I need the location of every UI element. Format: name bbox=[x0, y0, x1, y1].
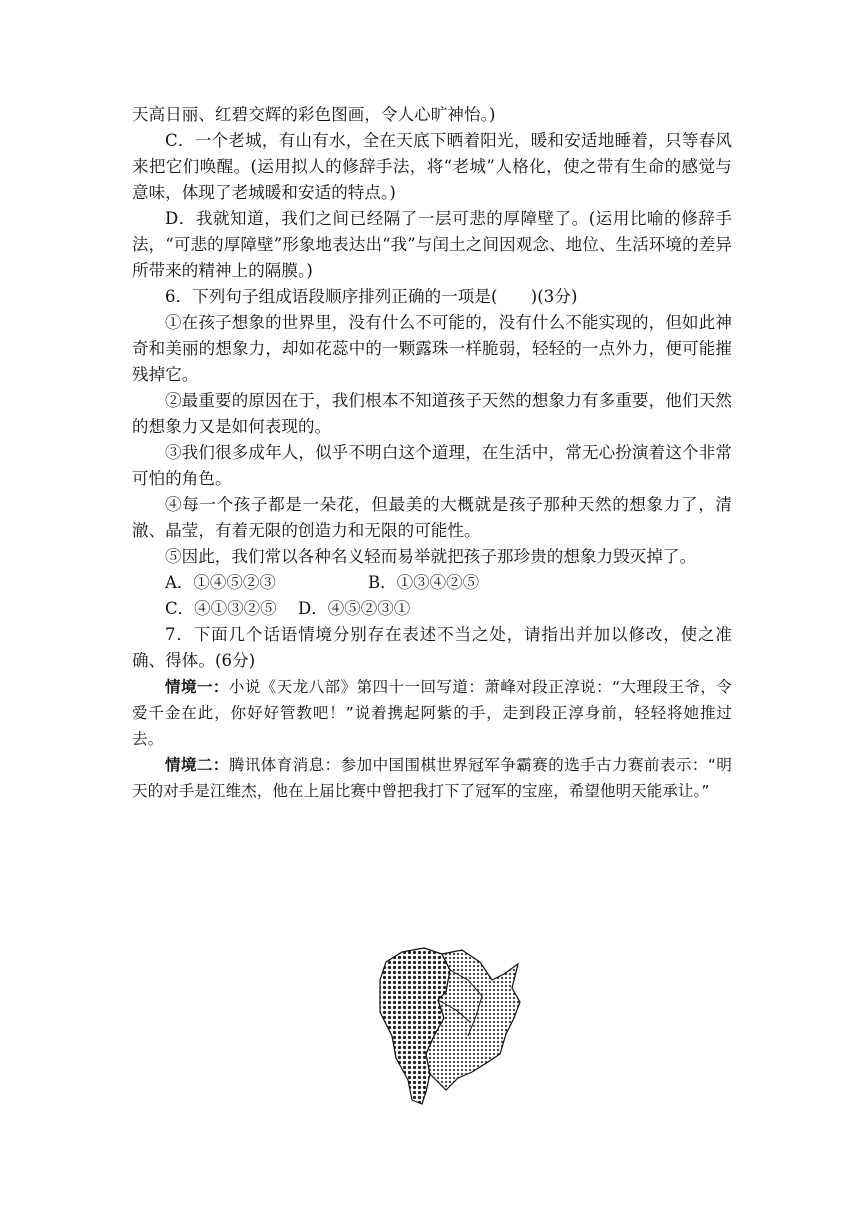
sentence-5: ⑤因此，我们常以各种名义轻而易举就把孩子那珍贵的想象力毁灭掉了。 bbox=[165, 547, 697, 566]
context-1-text: 小说《天龙八部》第四十一回写道：萧峰对段正淳说：“大理段王爷，令爱千金在此，你好好管教吧！”说着携起阿紫的手，走到段正淳身前，轻轻将她推过去。 bbox=[132, 678, 732, 748]
option-d-paragraph: D．我就知道，我们之间已经隔了一层可悲的厚障壁了。(运用比喻的修辞手法，“可悲的厚障壁”形象地表达出“我”与闰土之间因观念、地位、生活环境的差异所带来的精神上的隔膜。) bbox=[132, 209, 732, 280]
choice-c: C．④①③②⑤ bbox=[165, 599, 277, 618]
context-2-text: 腾讯体育消息：参加中国围棋世界冠军争霸赛的选手古力赛前表示：“明天的对手是江维杰，他在上届比赛中曾把我打下了冠军的宝座，希望他明天能承让。” bbox=[132, 756, 732, 800]
choice-b: B．①③④②⑤ bbox=[368, 573, 480, 592]
context-2 bbox=[132, 752, 732, 804]
sentence-2: ②最重要的原因在于，我们根本不知道孩子天然的想象力有多重要，他们天然的想象力又是如何表现的。 bbox=[132, 391, 732, 436]
context-1 bbox=[132, 674, 732, 752]
question-6: 6．下列句子组成语段顺序排列正确的一项是( )(3分) bbox=[165, 287, 578, 306]
context-2-label: 情境二： bbox=[165, 756, 229, 774]
text-line-continuation: 天高日丽、红碧交辉的彩色图画，令人心旷神怡。) bbox=[132, 105, 496, 124]
choice-d: D．④⑤②③① bbox=[298, 599, 411, 618]
question-7: 7．下面几个话语情境分别存在表述不当之处，请指出并加以修改，使之准确、得体。(6分) bbox=[132, 625, 732, 670]
option-c-paragraph: C．一个老城，有山有水，全在天底下晒着阳光，暖和安适地睡着，只等春风来把它们唤醒。(运用拟人的修辞手法，将“老城”人格化，使之带有生命的感觉与意味，体现了老城暖和安适的特点。) bbox=[132, 131, 732, 202]
choice-a: A．①④⑤②③ bbox=[165, 573, 276, 592]
sentence-1: ①在孩子想象的世界里，没有什么不可能的，没有什么不能实现的，但如此神奇和美丽的想象力，却如花蕊中的一颗露珠一样脆弱，轻轻的一点外力，便可能摧残掉它。 bbox=[132, 313, 732, 384]
sentence-4: ④每一个孩子都是一朵花，但最美的大概就是孩子那种天然的想象力了，清澈、晶莹，有着无限的创造力和无限的可能性。 bbox=[132, 495, 732, 540]
context-1-label: 情境一： bbox=[165, 678, 229, 696]
sentence-3: ③我们很多成年人，似乎不明白这个道理，在生活中，常无心扮演着这个非常可怕的角色。 bbox=[132, 443, 732, 488]
dotted-map-figure bbox=[372, 940, 522, 1110]
